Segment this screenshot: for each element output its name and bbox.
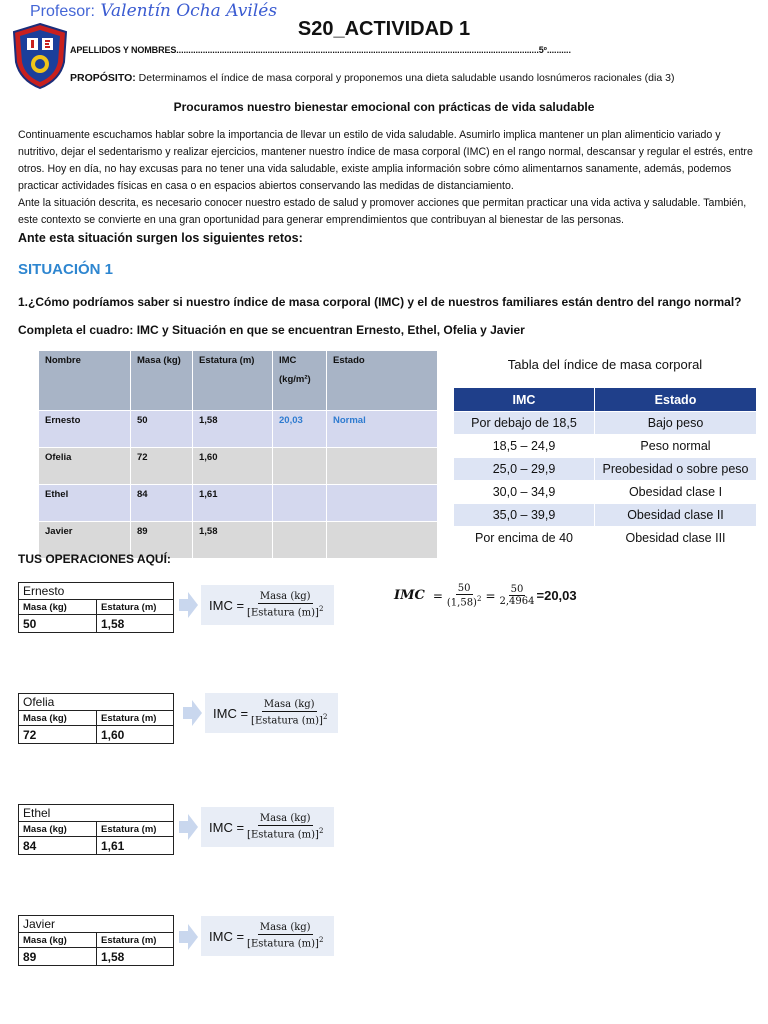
calc-result: =20,03 — [536, 588, 577, 604]
header-nombre: Nombre — [39, 351, 131, 411]
ops-name: Ofelia — [19, 694, 174, 711]
calc-num-2: 50 — [510, 584, 524, 596]
table-row — [39, 448, 438, 485]
cell-nombre: Ernesto — [39, 411, 131, 448]
table-row — [39, 485, 438, 522]
cell-estado[interactable] — [327, 522, 438, 559]
ops-masa-value: 50 — [19, 615, 97, 633]
imc-formula — [201, 916, 334, 956]
formula-denominator: [Estatura (m)] — [247, 607, 319, 619]
intro-paragraph-1: Continuamente escuchamos hablar sobre la importancia de llevar un estilo de vida saludable. Asumirlo implica mantener un plan alimenticio variado y nutritivo, dejar el sedentarismo y realizar ejercicios, mantener nuestro índice de masa corporal (IMC) en el rango normal, descansar y regular el estrés, entre otros. Hoy en día, no hay excusas para no tener una vida saludable, existe amplia información sobre cómo alimentarnos sanamente, además, podemos practicar actividades físicas en casa o en espacios abiertos conservando las medidas de distanciamiento. — [18, 129, 753, 192]
imc-row — [454, 504, 757, 527]
imc-row — [454, 412, 757, 435]
cell-imc[interactable] — [273, 448, 327, 485]
imc-row — [454, 481, 757, 504]
imc-formula — [201, 807, 334, 847]
formula-exponent: 2 — [322, 713, 328, 722]
ops-masa-value: 89 — [19, 948, 97, 966]
cell-nombre: Javier — [39, 522, 131, 559]
imc-estado: Peso normal — [595, 435, 757, 458]
ops-table-ethel — [18, 804, 174, 855]
operations-heading: TUS OPERACIONES AQUÍ: — [18, 552, 171, 566]
formula-numerator: Masa (kg) — [263, 699, 315, 711]
purpose-label: PROPÓSITO: — [70, 72, 136, 84]
formula-denominator: [Estatura (m)] — [247, 938, 319, 950]
formula-exponent: 2 — [318, 827, 324, 836]
imc-header-estado: Estado — [595, 388, 757, 412]
ops-table-ernesto — [18, 582, 174, 633]
header-imc-label: IMC — [279, 355, 297, 366]
imc-formula — [201, 585, 334, 625]
challenges-heading: Ante esta situación surgen los siguientes retos: — [18, 231, 303, 245]
cell-estado[interactable]: Normal — [327, 411, 438, 448]
cell-estado[interactable] — [327, 448, 438, 485]
imc-range: 30,0 – 34,9 — [454, 481, 595, 504]
cell-imc[interactable] — [273, 522, 327, 559]
cell-masa: 89 — [131, 522, 193, 559]
imc-estado: Obesidad clase III — [595, 527, 757, 550]
table-row — [39, 411, 438, 448]
formula-lhs: IMC = — [209, 928, 245, 944]
situation-heading: SITUACIÓN 1 — [18, 261, 114, 278]
ops-estatura-value: 1,58 — [97, 948, 174, 966]
imc-estado: Obesidad clase II — [595, 504, 757, 527]
table-header-row — [39, 351, 438, 411]
ops-estatura-value: 1,61 — [97, 837, 174, 855]
ops-masa-label: Masa (kg) — [19, 822, 97, 837]
profesor-name: Valentín Ocha Avilés — [100, 1, 278, 21]
ops-estatura-value: 1,60 — [97, 726, 174, 744]
ops-estatura-label: Estatura (m) — [97, 711, 174, 726]
ops-estatura-label: Estatura (m) — [97, 600, 174, 615]
formula-denominator: [Estatura (m)] — [247, 829, 319, 841]
ops-masa-label: Masa (kg) — [19, 600, 97, 615]
imc-estado: Obesidad clase I — [595, 481, 757, 504]
imc-formula — [205, 693, 338, 733]
ops-masa-label: Masa (kg) — [19, 933, 97, 948]
formula-exponent: 2 — [318, 605, 324, 614]
intro-paragraph-2: Ante la situación descrita, es necesario conocer nuestro estado de salud y promover acciones que permitan practicar una vida activa y saludable. También, este contexto se convierte en una gran oportunidad para generar emprendimientos que contribuyan al bienestar de las personas. — [18, 197, 747, 226]
ops-table-javier — [18, 915, 174, 966]
imc-range: 18,5 – 24,9 — [454, 435, 595, 458]
imc-range: 25,0 – 29,9 — [454, 458, 595, 481]
ops-table-ofelia — [18, 693, 174, 744]
cell-masa: 72 — [131, 448, 193, 485]
imc-range: Por encima de 40 — [454, 527, 595, 550]
imc-estado: Bajo peso — [595, 412, 757, 435]
imc-header-row — [454, 388, 757, 412]
cell-nombre: Ethel — [39, 485, 131, 522]
imc-range: Por debajo de 18,5 — [454, 412, 595, 435]
purpose-line — [70, 72, 674, 84]
formula-lhs: IMC = — [213, 705, 249, 721]
section-subtitle: Procuramos nuestro bienestar emocional con prácticas de vida saludable — [173, 100, 595, 114]
header-imc-unit: (kg/m²) — [279, 374, 311, 385]
ops-name: Ernesto — [19, 583, 174, 600]
calc-symbol: IMC — [394, 588, 425, 604]
ops-masa-label: Masa (kg) — [19, 711, 97, 726]
formula-lhs: IMC = — [209, 819, 245, 835]
calc-den-1-exp: 2 — [476, 595, 482, 603]
arrow-right-icon — [177, 922, 199, 952]
question-text: 1.¿Cómo podríamos saber si nuestro índice de masa corporal (IMC) y el de nuestros familiares están dentro del rango normal? — [18, 295, 742, 309]
arrow-right-icon — [177, 812, 199, 842]
imc-table-title: Tabla del índice de masa corporal — [507, 357, 703, 372]
calc-den-2: 2,4964 — [499, 596, 535, 608]
profesor-label: Profesor: — [30, 3, 95, 20]
ops-name: Javier — [19, 916, 174, 933]
header-masa: Masa (kg) — [131, 351, 193, 411]
formula-exponent: 2 — [318, 936, 324, 945]
arrow-right-icon — [181, 698, 203, 728]
cell-imc[interactable] — [273, 485, 327, 522]
student-name-line: APELLIDOS Y NOMBRES.......................................................................................................................................................5º.......... — [70, 45, 571, 55]
imc-estado: Preobesidad o sobre peso — [595, 458, 757, 481]
formula-lhs: IMC = — [209, 597, 245, 613]
ops-name: Ethel — [19, 805, 174, 822]
intro-text — [18, 127, 758, 229]
imc-range: 35,0 – 39,9 — [454, 504, 595, 527]
cell-nombre: Ofelia — [39, 448, 131, 485]
formula-numerator: Masa (kg) — [259, 591, 311, 603]
ernesto-calculation: IMC = $\frac{50}{(1,58)^2}$ = $\frac{50}{2,4964}$ =20,03 — [394, 583, 577, 609]
ops-estatura-value: 1,58 — [97, 615, 174, 633]
cell-masa: 50 — [131, 411, 193, 448]
bmi-data-table — [38, 350, 438, 559]
cell-imc[interactable]: 20,03 — [273, 411, 327, 448]
imc-reference-table — [453, 387, 757, 550]
instruction-text: Completa el cuadro: IMC y Situación en que se encuentran Ernesto, Ethel, Ofelia y Javier — [18, 323, 525, 337]
formula-numerator: Masa (kg) — [259, 922, 311, 934]
calc-den-1: (1,58) — [446, 597, 477, 609]
imc-row — [454, 435, 757, 458]
calc-num-1: 50 — [457, 583, 471, 594]
cell-estatura: 1,60 — [193, 448, 273, 485]
cell-estatura: 1,61 — [193, 485, 273, 522]
page-title: S20_ACTIVIDAD 1 — [297, 18, 471, 40]
ops-estatura-label: Estatura (m) — [97, 822, 174, 837]
formula-numerator: Masa (kg) — [259, 813, 311, 825]
imc-row — [454, 527, 757, 550]
ops-masa-value: 84 — [19, 837, 97, 855]
header-imc — [273, 351, 327, 411]
ops-masa-value: 72 — [19, 726, 97, 744]
imc-row — [454, 458, 757, 481]
arrow-right-icon — [177, 590, 199, 620]
imc-header-imc: IMC — [454, 388, 595, 412]
header-estatura: Estatura (m) — [193, 351, 273, 411]
formula-denominator: [Estatura (m)] — [251, 715, 323, 727]
cell-estado[interactable] — [327, 485, 438, 522]
cell-masa: 84 — [131, 485, 193, 522]
header-estado: Estado — [327, 351, 438, 411]
purpose-text: Determinamos el índice de masa corporal y proponemos una dieta saludable usando losnúmeros racionales (dia 3) — [135, 72, 675, 84]
cell-estatura: 1,58 — [193, 522, 273, 559]
cell-estatura: 1,58 — [193, 411, 273, 448]
ops-estatura-label: Estatura (m) — [97, 933, 174, 948]
